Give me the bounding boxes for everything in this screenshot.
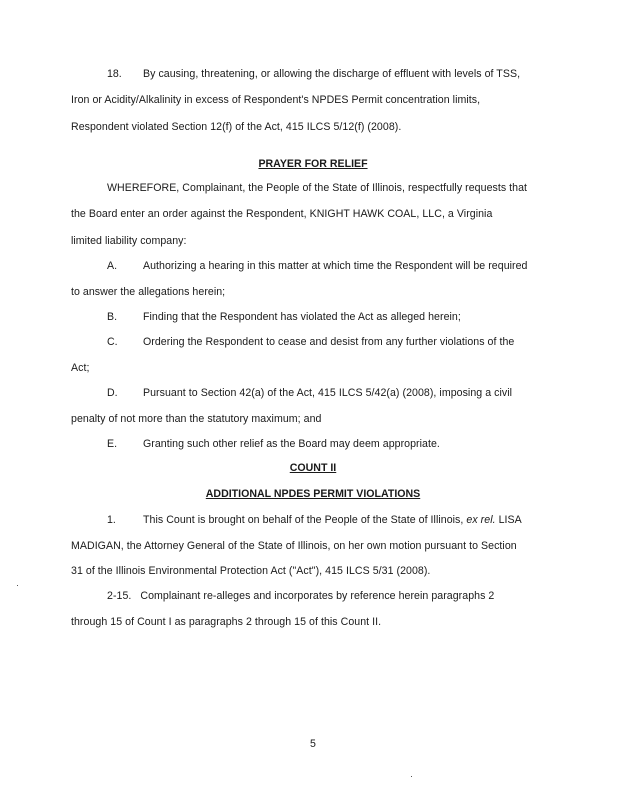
- paragraph-1-line-3: 31 of the Illinois Environmental Protection Act ("Act"), 415 ILCS 5/31 (2008).: [71, 565, 431, 577]
- ex-rel-italic: ex rel.: [466, 514, 496, 526]
- paragraph-18-line-1: By causing, threatening, or allowing the discharge of effluent with levels of TSS,: [143, 68, 521, 80]
- relief-d-line-2: penalty of not more than the statutory maximum; and: [71, 413, 322, 425]
- paragraph-2-15-line-1: 2-15. Complainant re-alleges and incorporates by reference herein paragraphs 2: [107, 590, 495, 602]
- paragraph-1-line-1-text: This Count is brought on behalf of the People of the State of Illinois,: [143, 514, 464, 526]
- scan-speck: [17, 585, 18, 586]
- paragraph-2-15-line-2: through 15 of Count I as paragraphs 2 through 15 of this Count II.: [71, 616, 382, 628]
- paragraph-1-line-2: MADIGAN, the Attorney General of the State of Illinois, on her own motion pursuant to Section: [71, 540, 517, 552]
- paragraph-1-line-1: [143, 514, 522, 527]
- relief-d-letter: D.: [107, 387, 118, 399]
- relief-e-line-1: Granting such other relief as the Board may deem appropriate.: [143, 438, 440, 450]
- wherefore-line-1: WHEREFORE, Complainant, the People of the State of Illinois, respectfully requests that: [107, 182, 528, 194]
- wherefore-line-3: limited liability company:: [71, 235, 187, 247]
- relief-a-letter: A.: [107, 260, 118, 272]
- relief-d-line-1: Pursuant to Section 42(a) of the Act, 415 ILCS 5/42(a) (2008), imposing a civil: [143, 387, 513, 399]
- prayer-for-relief-heading: PRAYER FOR RELIEF: [258, 158, 368, 170]
- relief-a-line-2: to answer the allegations herein;: [71, 286, 226, 298]
- count-ii-heading: COUNT II: [289, 462, 337, 474]
- paragraph-18-line-3: Respondent violated Section 12(f) of the Act, 415 ILCS 5/12(f) (2008).: [71, 121, 402, 133]
- relief-e-letter: E.: [107, 438, 118, 450]
- paragraph-1-number: 1.: [107, 514, 116, 526]
- relief-c-line-1: Ordering the Respondent to cease and desist from any further violations of the: [143, 336, 515, 348]
- relief-a-line-1: Authorizing a hearing in this matter at which time the Respondent will be required: [143, 260, 528, 272]
- relief-b-letter: B.: [107, 311, 118, 323]
- relief-c-letter: C.: [107, 336, 118, 348]
- relief-c-line-2: Act;: [71, 362, 90, 374]
- scan-speck: [411, 776, 412, 777]
- page-number: 5: [310, 738, 316, 750]
- count-ii-subheading: ADDITIONAL NPDES PERMIT VIOLATIONS: [205, 488, 421, 500]
- relief-b-line-1: Finding that the Respondent has violated the Act as alleged herein;: [143, 311, 461, 323]
- paragraph-18-line-2: Iron or Acidity/Alkalinity in excess of Respondent's NPDES Permit concentration limits,: [71, 94, 481, 106]
- paragraph-18-number: 18.: [107, 68, 122, 80]
- paragraph-1-line-1-end: LISA: [498, 514, 522, 526]
- wherefore-line-2: the Board enter an order against the Respondent, KNIGHT HAWK COAL, LLC, a Virginia: [71, 208, 493, 220]
